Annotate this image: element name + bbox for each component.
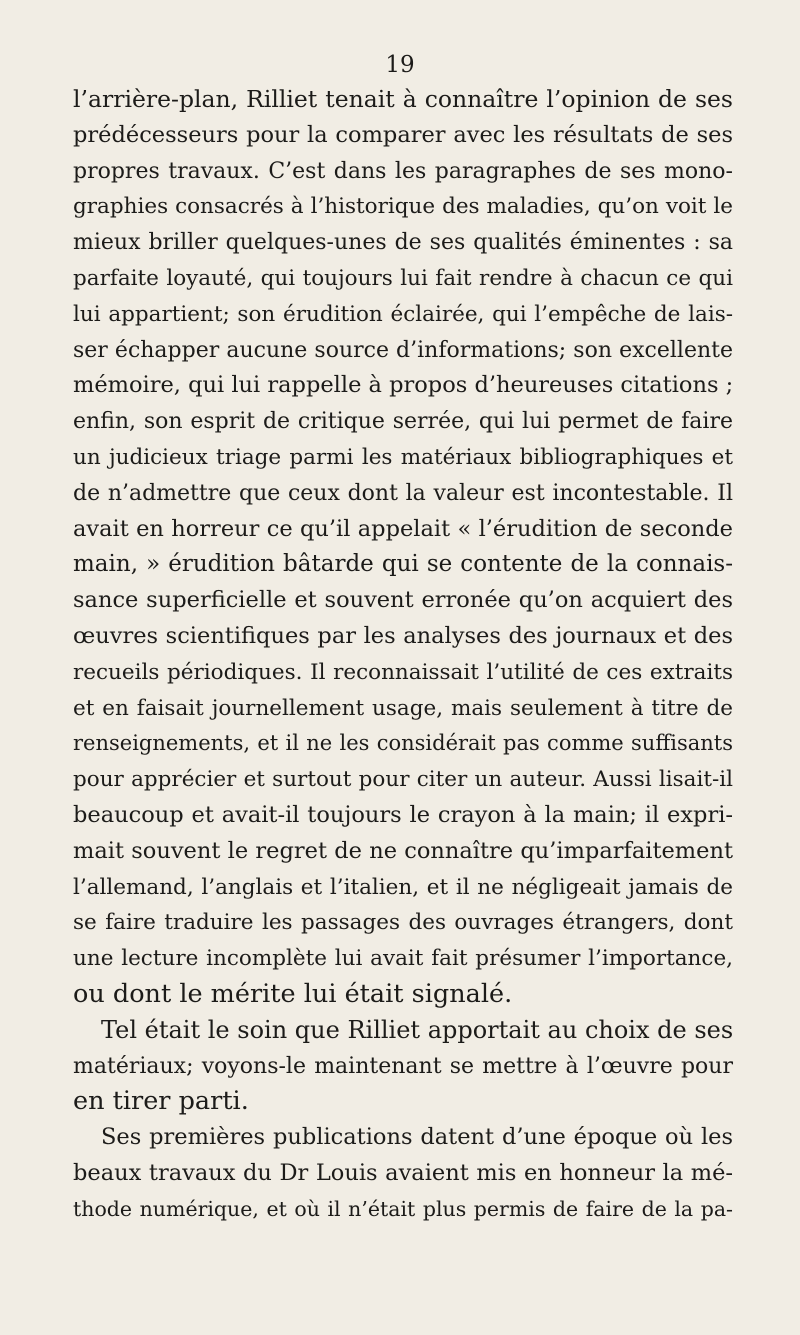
text-line: Ses premières publications datent d’une époque où les	[101, 1124, 733, 1151]
text-line: avait en horreur ce qu’il appelait « l’érudition de seconde	[73, 515, 733, 542]
text-line: ser échapper aucune source d’informations; son excellente	[73, 337, 733, 363]
text-line: œuvres scientifiques par les analyses des journaux et des	[73, 622, 733, 649]
text-line: et en faisait journellement usage, mais seulement à titre de	[73, 695, 733, 721]
text-line: ou dont le mérite lui était signalé.	[73, 978, 513, 1009]
text-line: mait souvent le regret de ne connaître qu’imparfaitement	[73, 837, 733, 864]
page-number: 19	[385, 52, 415, 78]
text-line: propres travaux. C’est dans les paragraphes de ses mono-	[73, 158, 733, 184]
text-line: prédécesseurs pour la comparer avec les résultats de ses	[73, 121, 733, 148]
text-line: se faire traduire les passages des ouvrages étrangers, dont	[73, 910, 733, 936]
text-line: pour apprécier et surtout pour citer un auteur. Aussi lisait-il	[73, 767, 733, 793]
text-line: Tel était le soin que Rilliet apportait au choix de ses	[101, 1015, 734, 1044]
text-line: sance superficielle et souvent erronée qu’on acquiert des	[73, 587, 733, 614]
text-line: mieux briller quelques-unes de ses qualités éminentes : sa	[73, 230, 733, 256]
text-line: l’allemand, l’anglais et l’italien, et il ne négligeait jamais de	[73, 874, 733, 900]
text-line: en tirer parti.	[73, 1086, 249, 1117]
text-line: thode numérique, et où il n’était plus permis de faire de la pa-	[73, 1196, 733, 1221]
text-line: l’arrière-plan, Rilliet tenait à connaître l’opinion de ses	[73, 85, 733, 113]
text-line: beaucoup et avait-il toujours le crayon à la main; il expri-	[73, 801, 733, 828]
text-line: graphies consacrés à l’historique des maladies, qu’on voit le	[73, 194, 733, 220]
text-line: enfin, son esprit de critique serrée, qui lui permet de faire	[73, 409, 733, 435]
text-line: recueils périodiques. Il reconnaissait l’utilité de ces extraits	[73, 659, 733, 685]
text-line: renseignements, et il ne les considérait pas comme suffisants	[73, 731, 733, 756]
text-line: matériaux; voyons-le maintenant se mettre à l’œuvre pour	[73, 1053, 733, 1079]
text-line: beaux travaux du Dr Louis avaient mis en honneur la mé-	[73, 1159, 733, 1186]
text-line: parfaite loyauté, qui toujours lui fait rendre à chacun ce qui	[73, 265, 733, 291]
body-text	[73, 82, 733, 1228]
text-line: lui appartient; son érudition éclairée, qui l’empêche de lais-	[73, 301, 733, 327]
text-line: un judicieux triage parmi les matériaux bibliographiques et	[73, 444, 733, 470]
text-line: mémoire, qui lui rappelle à propos d’heureuses citations ;	[73, 372, 734, 399]
text-line: de n’admettre que ceux dont la valeur est incontestable. Il	[73, 480, 733, 506]
text-line: main, » érudition bâtarde qui se contente de la connais-	[73, 551, 733, 578]
text-line: une lecture incomplète lui avait fait présumer l’importance,	[73, 946, 733, 972]
